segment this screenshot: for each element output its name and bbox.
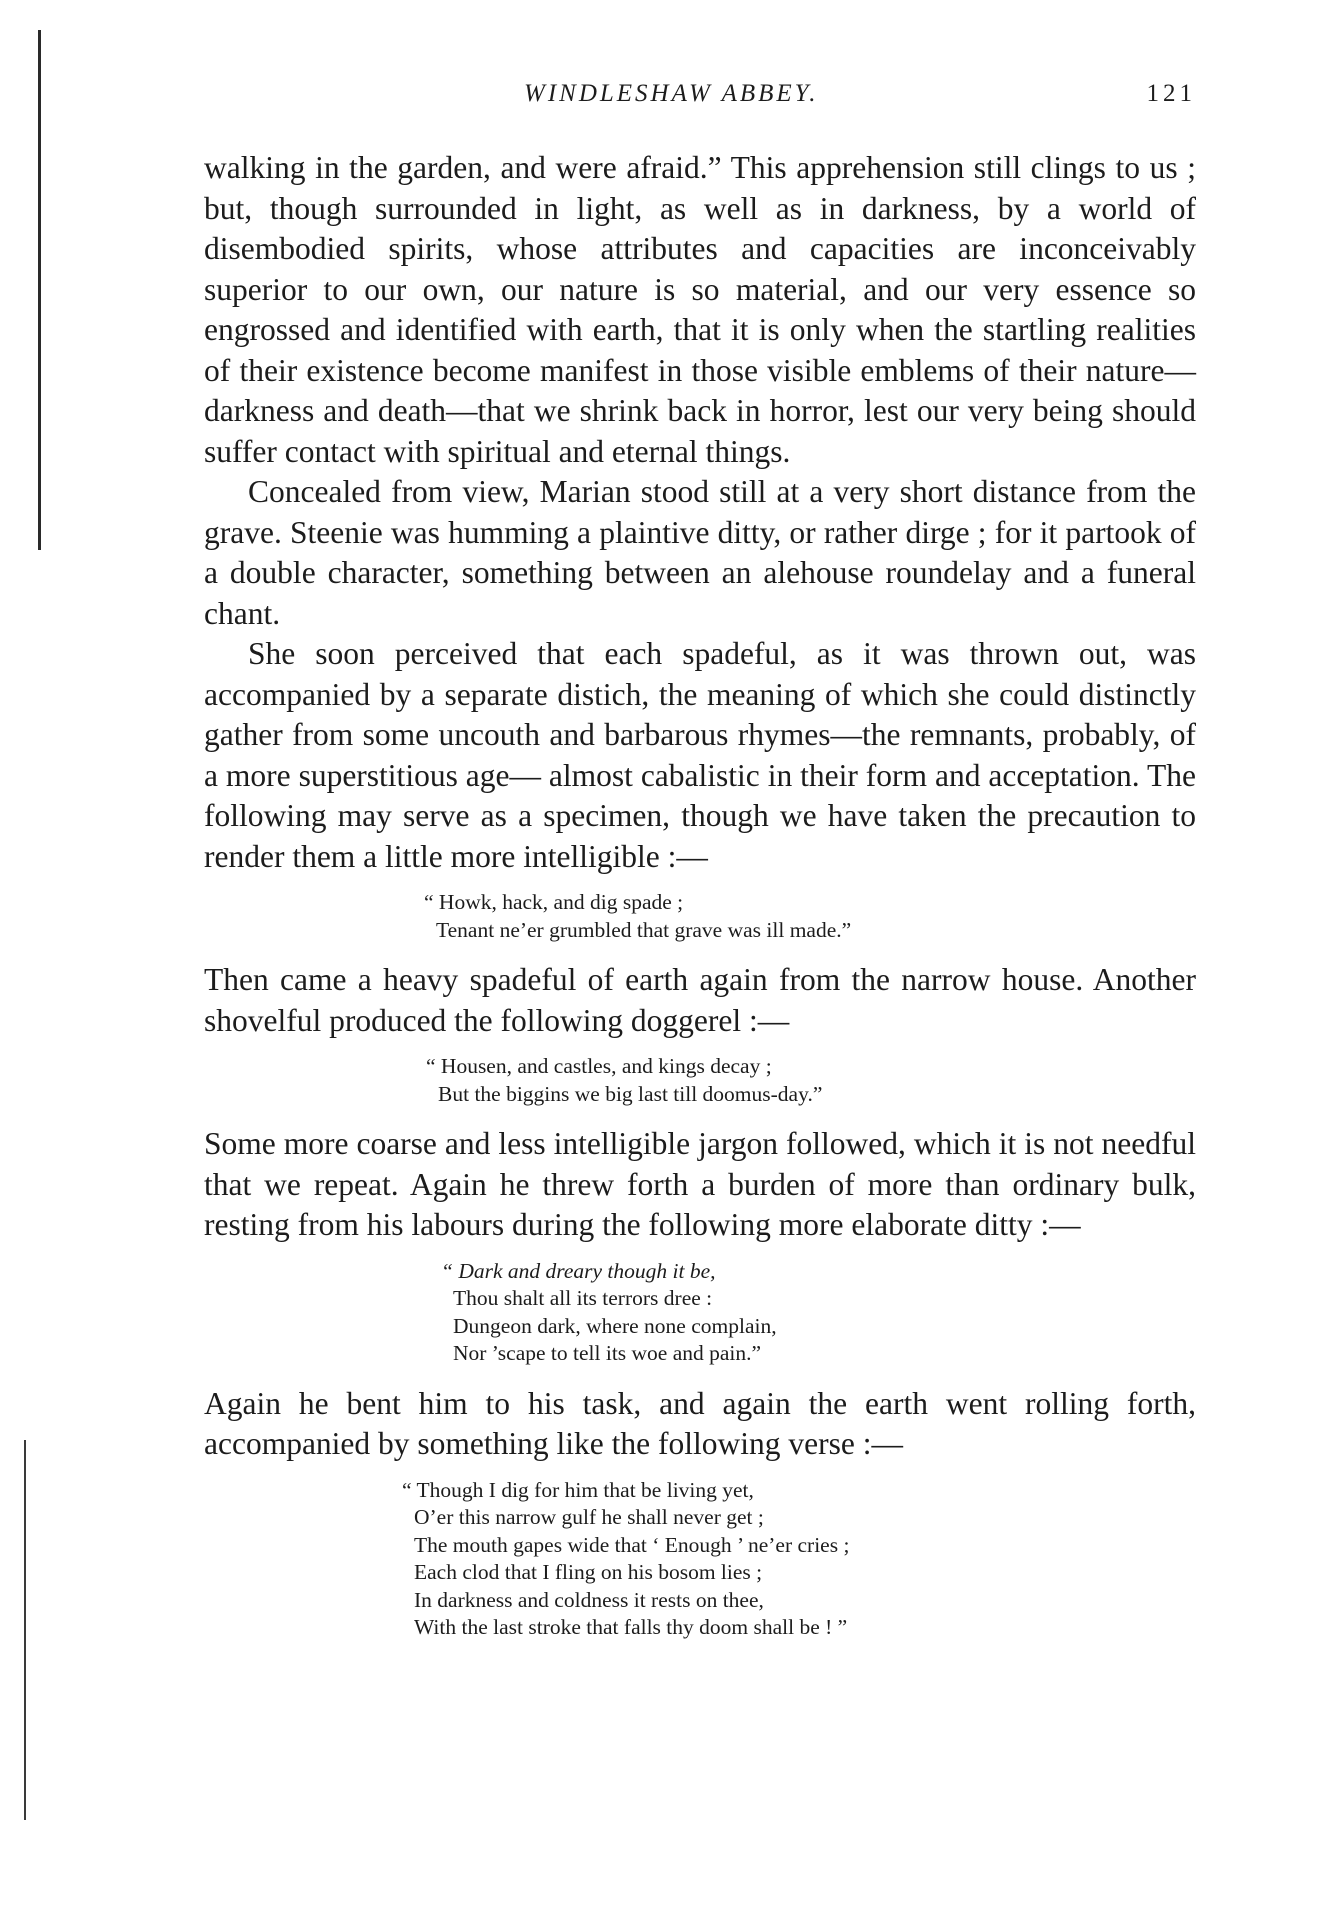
verse-line: Each clod that I fling on his bosom lies ; — [414, 1560, 763, 1584]
verse-line: The mouth gapes wide that ‘ Enough ’ ne’er cries ; — [414, 1532, 850, 1557]
verse-line: In darkness and coldness it rests on thee, — [414, 1587, 764, 1612]
verse-2 — [204, 1053, 1196, 1108]
verse-1 — [204, 889, 1196, 944]
paragraph-2: Concealed from view, Marian stood still at a very short distance from the grave. Steenie was humming a plaintive ditty, or rather dirge ; for it partook of a double character, something between an alehouse roundelay and a funeral chant. — [204, 474, 1196, 631]
body-text — [204, 148, 1196, 1642]
verse-line: Dungeon dark, where none complain, — [453, 1313, 777, 1338]
paragraph-5: Some more coarse and less intelligible jargon followed, which it is not needful that we repeat. Again he threw forth a burden of more than ordinary bulk, resting from his labours during the following more elaborate ditty :— — [204, 1126, 1196, 1242]
book-page — [204, 70, 1196, 1658]
verse-line: Tenant ne’er grumbled that grave was ill made.” — [436, 917, 852, 942]
running-head — [204, 70, 1196, 110]
verse-line: “ Housen, and castles, and kings decay ; — [426, 1054, 772, 1078]
verse-line: Thou shalt all its terrors dree : — [453, 1286, 713, 1310]
verse-line: “ Though I dig for him that be living yet, — [402, 1477, 754, 1502]
running-title: WINDLESHAW ABBEY. — [524, 80, 819, 107]
verse-3 — [204, 1258, 1196, 1368]
verse-line: But the biggins we big last till doomus-day.” — [438, 1081, 823, 1106]
verse-line: With the last stroke that falls thy doom shall be ! ” — [414, 1615, 848, 1639]
binding-edge-shadow-lower — [24, 1440, 26, 1820]
verse-line: “ Dark and dreary though it be, — [441, 1258, 716, 1283]
verse-4 — [204, 1477, 1196, 1642]
verse-line: Nor ’scape to tell its woe and pain.” — [453, 1341, 762, 1365]
verse-line: “ Howk, hack, and dig spade ; — [424, 890, 684, 914]
verse-line: O’er this narrow gulf he shall never get ; — [414, 1505, 764, 1529]
paragraph-4: Then came a heavy spadeful of earth again from the narrow house. Another shovelful produced the following doggerel :— — [204, 962, 1196, 1038]
paragraph-1: walking in the garden, and were afraid.” This apprehension still clings to us ; but, though surrounded in light, as well as in darkness, by a world of disembodied spirits, whose attributes and capacities are inconceivably superior to our own, our nature is so material, and our very essence so engrossed and identified with earth, that it is only when the startling realities of their existence become manifest in those visible emblems of their nature—darkness and death—that we shrink back in horror, lest our very being should suffer contact with spiritual and eternal things. — [204, 150, 1196, 469]
page-number: 121 — [1146, 80, 1196, 107]
paragraph-3: She soon perceived that each spadeful, as it was thrown out, was accompanied by a separate distich, the meaning of which she could distinctly gather from some uncouth and barbarous rhymes—the remnants, probably, of a more superstitious age— almost cabalistic in their form and acceptation. The following may serve as a specimen, though we have taken the precaution to render them a little more intelligible :— — [204, 636, 1196, 874]
paragraph-6: Again he bent him to his task, and again the earth went rolling forth, accompanied by something like the following verse :— — [204, 1385, 1196, 1461]
binding-edge-shadow — [38, 30, 41, 550]
